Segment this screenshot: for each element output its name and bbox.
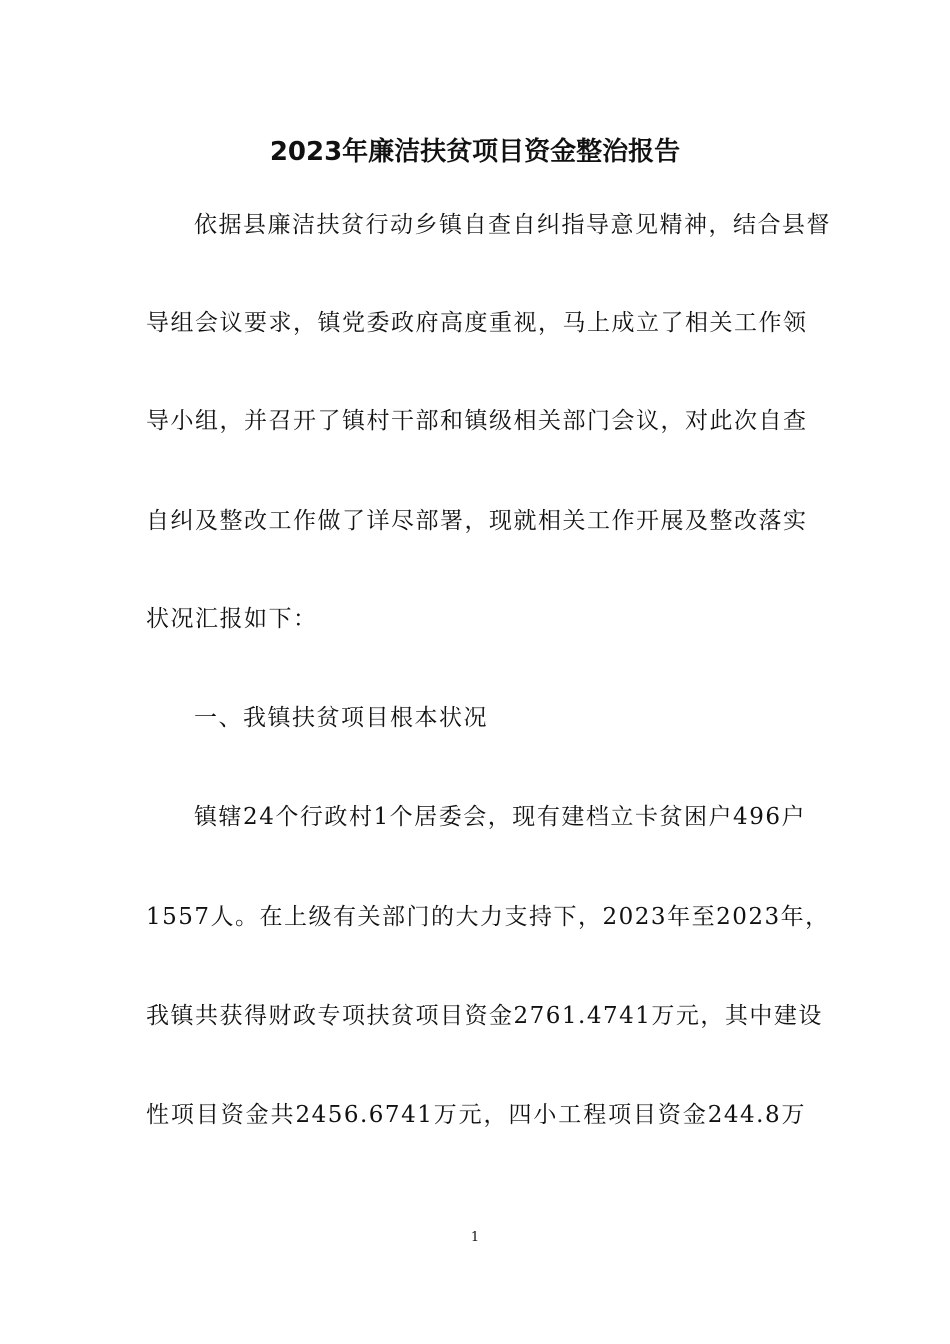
paragraph-line: 我镇共获得财政专项扶贫项目资金2761.4741万元，其中建设 bbox=[146, 1003, 823, 1029]
page-number: 1 bbox=[470, 1230, 480, 1245]
paragraph-line: 性项目资金共2456.6741万元，四小工程项目资金244.8万 bbox=[146, 1102, 806, 1128]
paragraph-line: 1557人。在上级有关部门的大力支持下，2023年至2023年， bbox=[146, 904, 830, 930]
paragraph-line: 导组会议要求，镇党委政府高度重视，马上成立了相关工作领 bbox=[146, 310, 808, 336]
paragraph-line: 依据县廉洁扶贫行动乡镇自查自纠指导意见精神，结合县督 bbox=[194, 212, 831, 238]
paragraph-line: 状况汇报如下： bbox=[146, 606, 318, 632]
document-title: 2023年廉洁扶贫项目资金整治报告 bbox=[269, 137, 681, 167]
paragraph-line: 自纠及整改工作做了详尽部署，现就相关工作开展及整改落实 bbox=[146, 508, 808, 534]
paragraph-line: 镇辖24个行政村1个居委会，现有建档立卡贫困户496户 bbox=[194, 804, 806, 830]
paragraph-line: 导小组，并召开了镇村干部和镇级相关部门会议，对此次自查 bbox=[146, 408, 808, 434]
section-heading: 一、我镇扶贫项目根本状况 bbox=[194, 705, 488, 731]
